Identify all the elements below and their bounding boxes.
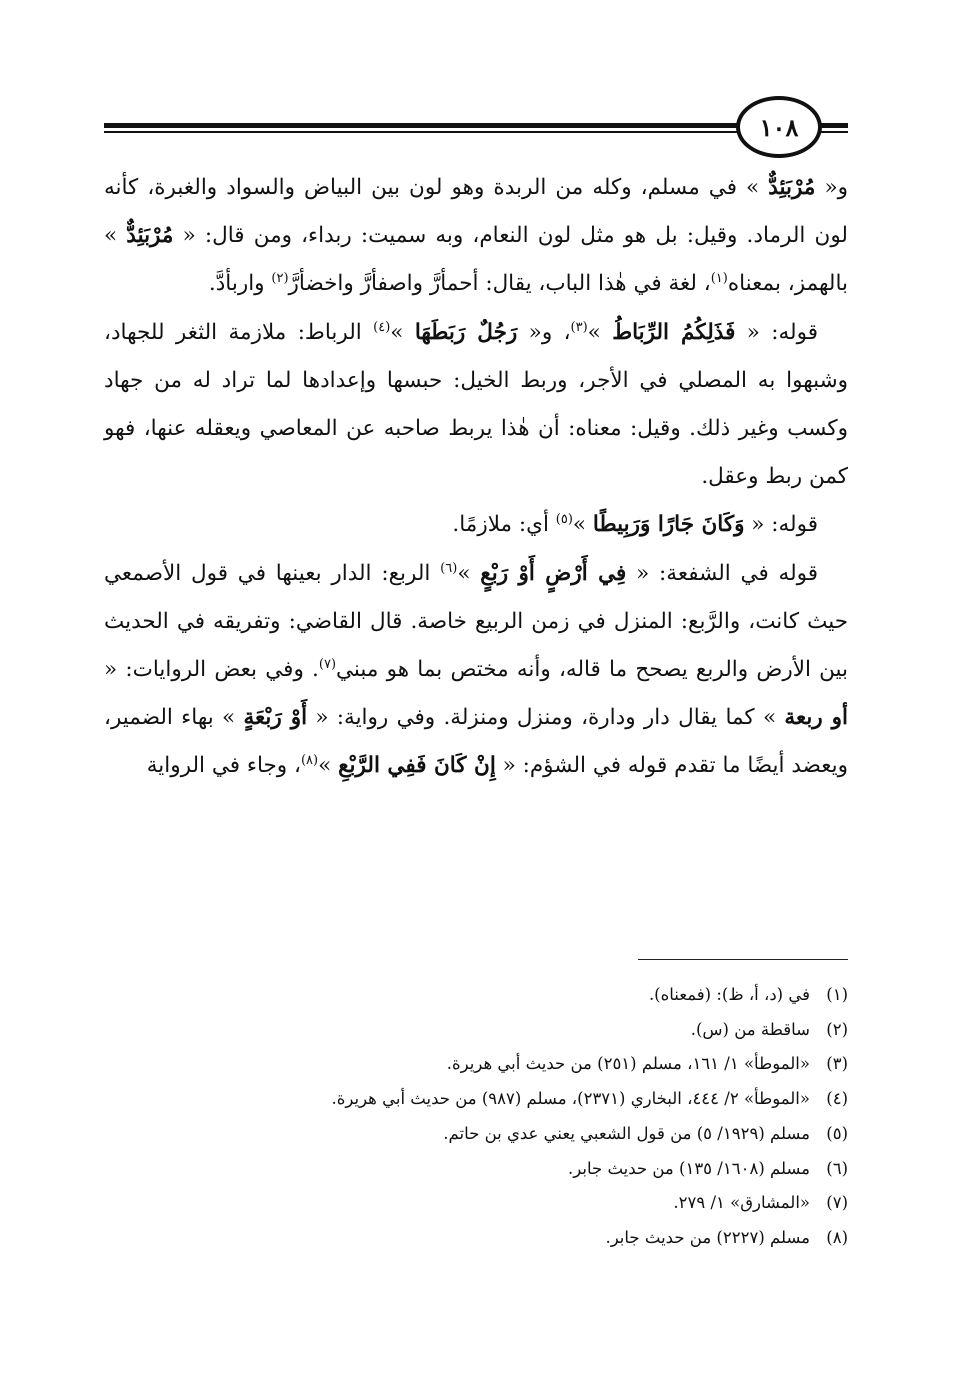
paragraph bbox=[104, 501, 848, 549]
footnote-number: (٣) bbox=[826, 1054, 848, 1074]
text-run: » بالهمز، بمعناه bbox=[104, 223, 848, 297]
text-run: ، لغة في هٰذا الباب، يقال: أحمأرَّ واصفأرَّ واخضأرَّ bbox=[288, 271, 711, 297]
footnote-ref: (٦) bbox=[440, 560, 458, 576]
footnote-ref: (٧) bbox=[318, 656, 337, 672]
text-run: قوله في الشفعة: « bbox=[626, 560, 819, 586]
footnote-number: (٦) bbox=[826, 1158, 848, 1178]
text-run: . وفي بعض الروايات: « bbox=[104, 657, 319, 683]
footnote-text: في (د، أ، ظ): (فمعناه). bbox=[648, 985, 810, 1004]
quoted-term: رَجُلٌ رَبَطَهَا bbox=[414, 319, 518, 345]
text-run: » كما يقال دار ودارة، ومنزل ومنزلة. وفي رواية: « bbox=[307, 705, 785, 731]
footnote-separator bbox=[638, 959, 848, 960]
text-run: الرباط: ملازمة الثغر للجهاد، وشبهوا به المصلي في الأجر، وربط الخيل: حبسها وإعدادها لما تراد له من جهاد وكسب وغير ذلك. وقيل: معناه: أن هٰذا يربط صاحبه عن المعاصي ويعقله عنها، فهو كمن ربط وعقل. bbox=[104, 319, 848, 490]
quoted-term: فَذَلِكُمُ الرِّبَاطُ bbox=[612, 319, 736, 345]
text-run: » bbox=[587, 319, 613, 345]
footnote-number: (٨) bbox=[826, 1227, 848, 1247]
footnote bbox=[118, 1152, 848, 1187]
quoted-term: وَكَانَ جَارًا وَرَبِيطًا bbox=[592, 512, 745, 538]
footnote-ref: (٥) bbox=[555, 512, 573, 528]
footnote-number: (١) bbox=[826, 985, 848, 1004]
quoted-term: أَوْ رَبْعَةٍ bbox=[243, 705, 308, 731]
footnote-text: «الموطأ» ٢/ ٤٤٤، البخاري (٢٣٧١)، مسلم (٩٨٧) من حديث أبي هريرة. bbox=[331, 1089, 810, 1109]
text-run: و« bbox=[815, 175, 849, 200]
footnote-ref: (٨) bbox=[300, 753, 319, 769]
footnote-ref: (٢) bbox=[271, 271, 289, 287]
text-run: واربأدَّ. bbox=[208, 271, 272, 297]
paragraph bbox=[104, 164, 848, 309]
quoted-term: مُرْبَئِدٌّ bbox=[768, 175, 816, 200]
footnote-ref: (٤) bbox=[373, 319, 391, 335]
footnote-text: مسلم (١٦٠٨/ ١٣٥) من حديث جابر. bbox=[568, 1158, 810, 1178]
footnote-number: (٧) bbox=[826, 1193, 848, 1213]
text-run: الربع: الدار بعينها في قول الأصمعي حيث كانت، والرَّبع: المنزل في زمن الربيع خاصة. قال القاضي: وتفريقه في الحديث بين الأرض والربع يصحح ما قاله، وأنه مختص بما هو مبني bbox=[104, 560, 848, 683]
footnote bbox=[118, 1186, 848, 1221]
text-run: » في مسلم، وكله من الربدة وهو لون بين البياض والسواد والغبرة، كأنه لون الرماد. وقيل: بل هو مثل لون النعام، وبه سميت: ربداء، ومن قال: « bbox=[104, 175, 848, 249]
footnote-ref: (٣) bbox=[570, 319, 588, 335]
footnote-number: (٢) bbox=[826, 1019, 848, 1039]
quoted-term: فِي أَرْضٍ أَوْ رَبْعٍ bbox=[480, 560, 627, 586]
footnote bbox=[118, 978, 848, 1013]
paragraph bbox=[104, 309, 848, 502]
text-run: ، وجاء في الرواية bbox=[146, 753, 301, 779]
footnotes bbox=[118, 978, 848, 1256]
text-run: ، و« bbox=[517, 319, 571, 345]
quoted-term: مُرْبَئِدٌّ bbox=[126, 223, 174, 249]
quoted-term: أو ربعة bbox=[784, 705, 848, 731]
text-run: أي: ملازمًا. bbox=[452, 512, 556, 538]
main-text bbox=[104, 164, 848, 791]
footnote-text: مسلم (٢٢٢٧) من حديث جابر. bbox=[605, 1227, 810, 1247]
footnote-text: «الموطأ» ١/ ١٦١، مسلم (٢٥١) من حديث أبي هريرة. bbox=[446, 1054, 810, 1074]
text-run: قوله: « bbox=[735, 319, 818, 345]
footnote bbox=[118, 1117, 848, 1152]
footnote-text: مسلم (١٩٢٩/ ٥) من قول الشعبي يعني عدي بن حاتم. bbox=[443, 1123, 810, 1143]
footnote bbox=[118, 1047, 848, 1082]
footnote bbox=[118, 1082, 848, 1117]
footnote-ref: (١) bbox=[710, 271, 728, 287]
footnote-text: «المشارق» ١/ ٢٧٩. bbox=[673, 1193, 810, 1213]
paragraph bbox=[104, 550, 848, 791]
quoted-term: إِنْ كَانَ فَفِي الرَّبْعِ bbox=[338, 753, 496, 779]
footnote-number: (٤) bbox=[826, 1089, 848, 1109]
text-run: قوله: « bbox=[744, 512, 818, 538]
page-number: ١٠٨ bbox=[736, 96, 822, 158]
text-run: » bbox=[390, 319, 415, 345]
footnote bbox=[118, 1013, 848, 1048]
text-run: » بهاء الضمير، ويعضد أيضًا ما تقدم قوله في الشؤم: « bbox=[104, 705, 848, 779]
text-run: » bbox=[572, 512, 593, 538]
text-run: » bbox=[457, 560, 481, 586]
text-run: » bbox=[318, 753, 339, 779]
page-header bbox=[104, 96, 848, 160]
footnote bbox=[118, 1221, 848, 1256]
footnote-text: ساقطة من (س). bbox=[690, 1019, 810, 1039]
footnote-number: (٥) bbox=[826, 1123, 848, 1143]
